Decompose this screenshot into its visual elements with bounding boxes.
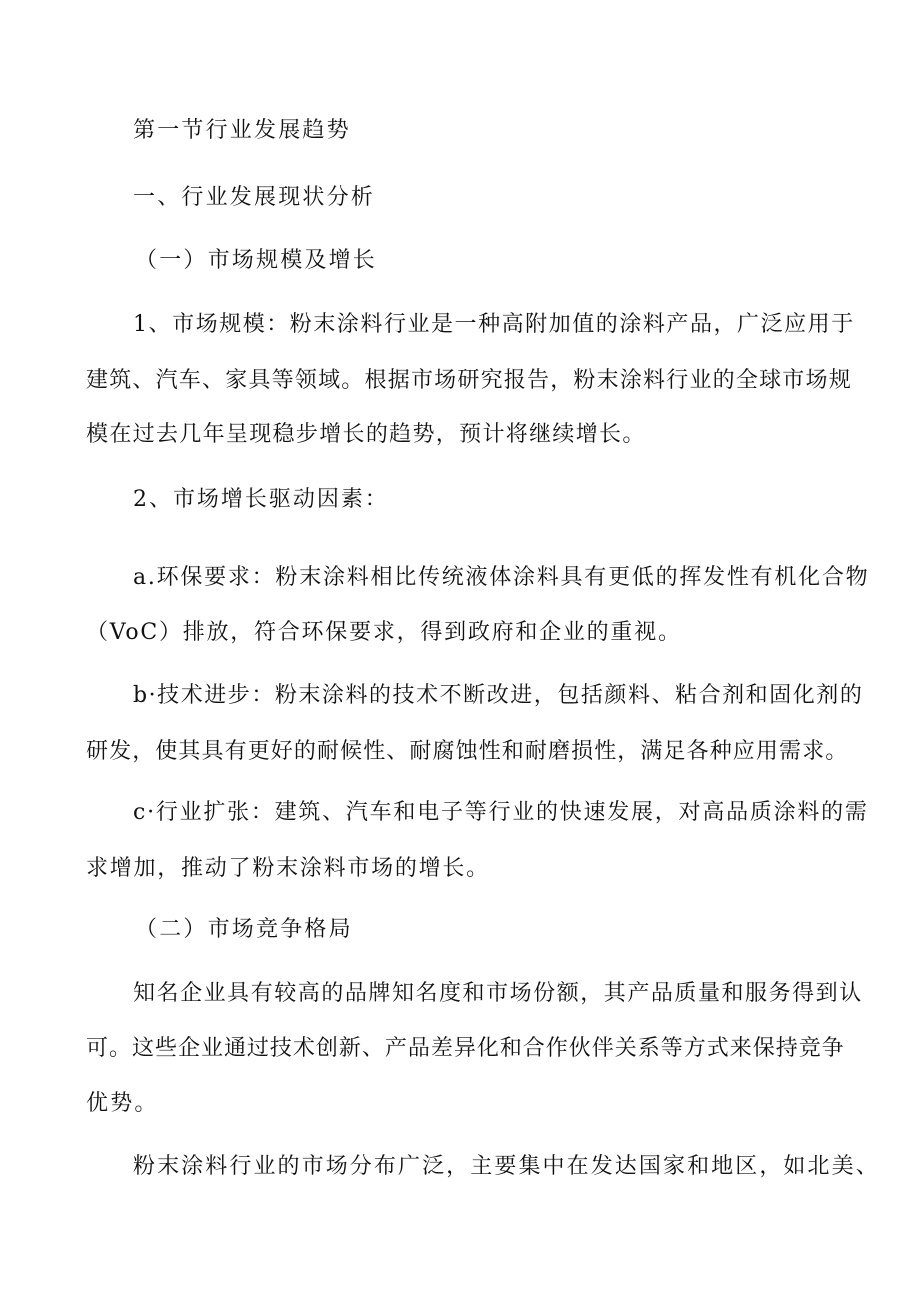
- paragraph-line: b·技术进步：粉末涂料的技术不断改进，包括颜料、粘合剂和固化剂的: [133, 683, 864, 708]
- part2-title: （二）市场竞争格局: [135, 917, 353, 942]
- subsection-title: 一、行业发展现状分析: [133, 185, 376, 210]
- part1-title: （一）市场规模及增长: [135, 248, 378, 273]
- paragraph-line: c·行业扩张：建筑、汽车和电子等行业的快速发展，对高品质涂料的需: [133, 800, 869, 825]
- paragraph-line: 粉末涂料行业的市场分布广泛，主要集中在发达国家和地区，如北美、: [133, 1154, 880, 1179]
- paragraph-line: 可。这些企业通过技术创新、产品差异化和合作伙伴关系等方式来保持竞争: [86, 1036, 845, 1061]
- paragraph-line: 求增加，推动了粉末涂料市场的增长。: [86, 856, 490, 881]
- paragraph-line: 知名企业具有较高的品牌知名度和市场份额，其产品质量和服务得到认: [133, 981, 863, 1006]
- paragraph-line: 模在过去几年呈现稳步增长的趋势，预计将继续增长。: [86, 422, 646, 447]
- section-title: 第一节行业发展趋势: [133, 118, 351, 143]
- paragraph-line: 建筑、汽车、家具等领域。根据市场研究报告，粉末涂料行业的全球市场规: [86, 368, 852, 393]
- paragraph-line: a.环保要求：粉末涂料相比传统液体涂料具有更低的挥发性有机化合物: [133, 565, 870, 590]
- paragraph-line: 1、市场规模：粉末涂料行业是一种高附加值的涂料产品，广泛应用于: [133, 312, 855, 337]
- drivers-title: 2、市场增长驱动因素：: [133, 487, 389, 512]
- paragraph-line: 研发，使其具有更好的耐候性、耐腐蚀性和耐磨损性，满足各种应用需求。: [86, 739, 849, 764]
- paragraph-line: （VoC）排放，符合环保要求，得到政府和企业的重视。: [86, 620, 682, 645]
- paragraph-line: 优势。: [86, 1091, 159, 1116]
